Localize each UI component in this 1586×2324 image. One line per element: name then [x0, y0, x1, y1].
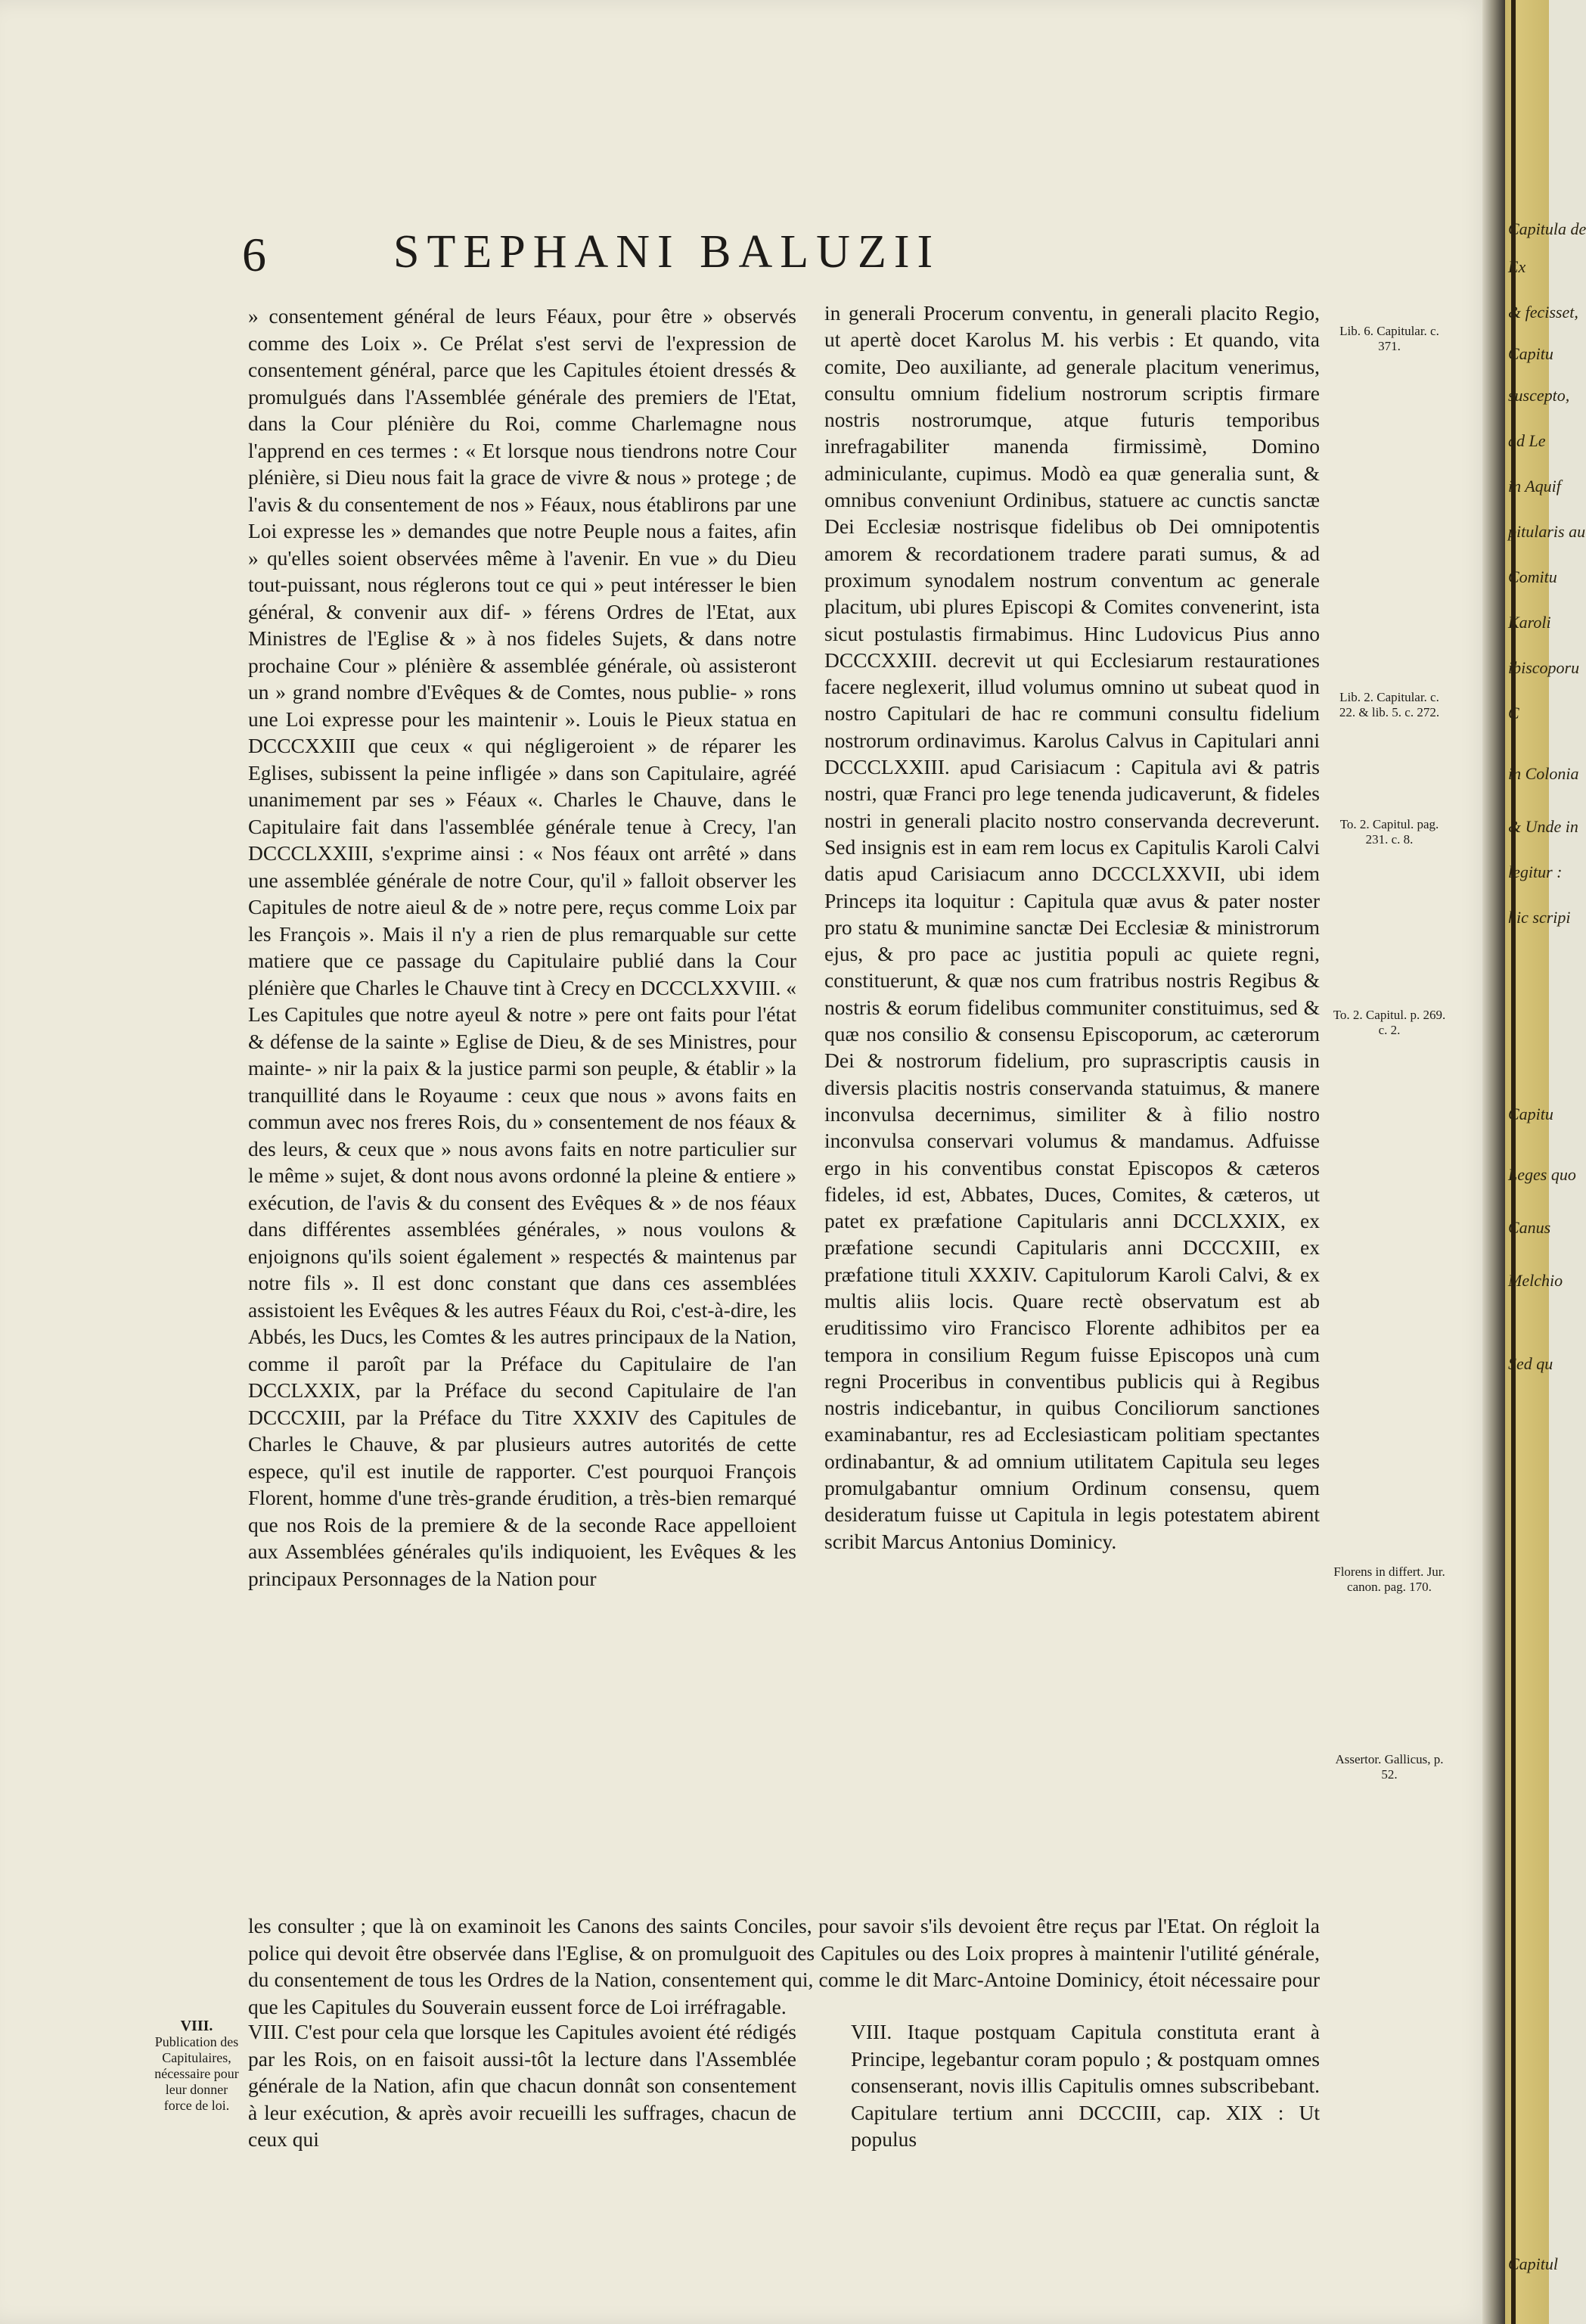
next-page-fragment: & fecisset, [1508, 303, 1578, 322]
next-page-fragment: & Unde in [1508, 817, 1578, 836]
margin-note-number: VIII. [180, 2018, 213, 2034]
margin-note: Lib. 6. Capitular. c. 371. [1339, 324, 1439, 353]
left-column-paragraph: » consentement général de leurs Féaux, pour être » observés comme des Loix ». Ce Prélat s'est servi de l'expression de consentement général, parce que les Capitules étoient dressés & promulgués dans l'Assemblée générale des premiers de l'Etat, dans la Cour plénière du Roi, comme Charlemagne nous l'apprend en ces termes : « Et lorsque nous tiendrons notre Cour plénière, si Dieu nous fait la grace de vivre & nous » protege ; de l'avis & du consentement de nos » Féaux, nous établirons par une Loi expresse les » demandes que notre Peuple nous a faites, afin » qu'elles soient observées même à l'avenir. En vue » du Dieu tout-puissant, nous réglerons tout ce qui » peut intéresser le bien général, & convenir aux dif- » férens Ordres de l'Etat, aux Ministres de l'Eglise & » à nos fideles Sujets, & dans notre prochaine Cour » plénière & assemblée générale, où assisteront un » grand nombre d'Evêques & de Comtes, nous publie- » rons une Loi expresse pour les maintenir ». Louis le Pieux statua en DCCCXXIII que ceux « qui négligeroient » de réparer les Eglises, subissent la peine infligée » dans son Capitulaire, agréé unanimement par ses » Féaux «. Charles le Chauve, dans le Capitulaire fait dans l'assemblée générale tenue à Crecy, l'an DCCCLXXIII, s'exprime ainsi : « Nos féaux ont arrêté » dans une assemblée générale de notre Cour, qu'il » falloit observer les Capitules de notre aieul & de » notre pere, reçus comme Loix par les François ». Mais il n'y a rien de plus remarquable sur cette matiere que ce passage du Capitulaire publié dans la Cour plénière que Charles le Chauve tint à Crecy en DCCCLXXVIII. « Les Capitules que notre ayeul & notre » pere ont faits pour l'état & défense de la sainte » Eglise de Dieu, & de ses Ministres, pour mainte- » nir la paix & la justice parmi son peuple, & établir » la tranquillité dans le Royaume : ceux que nous » avons faits en commun avec nos freres Rois, du » consentement de nos féaux & des leurs, & ceux que » nous avons faits en notre particulier sur le même » sujet, & dont nous avons ordonné la pleine & entiere » exécution, de l'avis & du consent des Evêques & » de nos féaux dans différentes assemblées générales, » nous voulons & enjoignons qu'ils soient également » respectés & maintenus par notre fils ». Il est donc constant que dans ces assemblées assistoient les Evêques & les autres Féaux du Roi, c'est-à-dire, les Abbés, les Ducs, les Comtes & les autres principaux de la Nation, comme il paroît par la Préface du Capitulaire de l'an DCCLXXIX, par la Préface du second Capitulaire de l'an DCCCXIII, par la Préface du Titre XXXIV des Capitules de Charles le Chauve, & par plusieurs autres autorités de cette espece, qu'il est inutile de rapporter. C'est pourquoi François Florent, homme d'une très-grande érudition, a très-bien remarqué que nos Rois de la premiere & de la seconde Race appelloient aux Assemblées générales qu'ils indiquoient, les Evêques & les principaux Personnages de la Nation pour [248, 304, 796, 1590]
next-page-fragment: Canus [1508, 1218, 1551, 1237]
full-width-paragraph: les consulter ; que là on examinoit les Canons des saints Conciles, pour savoir s'ils devoient être reçus par l'Etat. On régloit la police qui devoit être observée dans l'Eglise, & on promulguoit des Capitules ou des Loix propres à maintenir l'utilité générale, du consentement de tous les Ordres de la Nation, consentement qui, comme le dit Marc-Antoine Dominicy, étoit nécessaire pour que les Capitules du Souverain eussent force de Loi irréfragable. [248, 1914, 1320, 2018]
next-page-fragment: Ex [1508, 257, 1526, 276]
margin-note: To. 2. Capitul. p. 269. c. 2. [1333, 1008, 1446, 1037]
next-page-fragment: Capitul [1508, 2254, 1559, 2273]
next-page-fragment: suscepto, [1508, 386, 1570, 405]
next-page-fragment: Leges quo [1508, 1165, 1576, 1184]
next-page-fragment: Capitula de [1508, 219, 1586, 238]
section-viii-french: VIII. C'est pour cela que lorsque les Capitules avoient été rédigés par les Rois, on en faisoit aussi-tôt la lecture dans l'Assemblée générale de la Nation, afin que chacun donnât son consentement à leur exécution, & après avoir recueilli les suffrages, chacun de ceux qui [248, 2020, 796, 2151]
running-head: STEPHANI BALUZII [393, 226, 941, 278]
next-page-fragment: ad Le [1508, 431, 1546, 450]
next-page-fragment: Melchio [1508, 1271, 1563, 1290]
next-page-fragment: pitularis au [1508, 522, 1586, 541]
margin-note: Lib. 2. Capitular. c. 22. & lib. 5. c. 272. [1339, 690, 1440, 719]
next-page-fragment: in Colonia [1508, 764, 1579, 783]
margin-note: Assertor. Gallicus, p. 52. [1335, 1752, 1444, 1782]
next-page-fragment: Capitu [1508, 1105, 1553, 1123]
next-page-fragment: Sed qu [1508, 1354, 1553, 1373]
left-column-french [248, 303, 796, 1592]
margin-note: To. 2. Capitul. pag. 231. c. 8. [1339, 817, 1439, 847]
next-page-fragment: C [1508, 704, 1519, 722]
next-page-fragment: legitur : [1508, 862, 1563, 881]
next-page-fragment: ibiscoporu [1508, 658, 1580, 677]
margin-note-text: Publication des Capitulaires, nécessaire pour leur donner force de loi. [154, 2034, 239, 2113]
next-page-fragment: Comitu [1508, 567, 1557, 586]
next-page-fragment: Capitu [1508, 344, 1553, 363]
next-page-edge [1505, 0, 1586, 2324]
left-margin-note [151, 2018, 242, 2114]
right-column-paragraph: in generali Procerum conventu, in generali placito Regio, ut apertè docet Karolus M. his verbis : Et quando, vita comite, Deo auxiliante, ad generale placitum venerimus, consultu omnium fidelium nostrorum scriptis firmare nostris nostrorumque, atque futuris temporibus inrefragabiliter manenda firmissimè, Domino adminiculante, cupimus. Modò ea quæ generalia sunt, & omnibus conveniunt Ordinibus, statuere ac cunctis sanctæ Dei Ecclesiæ nostrisque fidelibus ob Dei omnipotentis amorem & recordationem tradere parati sumus, & ad proximum synodalem nostrum conventum ac generale placitum, ubi plures Episcopi & Comites convenerint, ista sicut postulastis firmabimus. Hinc Ludovicus Pius anno DCCCXXIII. decrevit ut qui Ecclesiarum restaurationes facere neglexerit, illud volumus omnino ut subeat quod in nostro Capitulari de hac re communi consultu fidelium nostrorum ordinavimus. Karolus Calvus in Capitulari anni DCCCLXXIII. apud Carisiacum : Capitula avi & patris nostri, quæ Franci pro lege tenenda judicaverunt, & fideles nostri in generali placito nostro conservanda decreverunt. Sed insignis est in eam rem locus ex Capitulis Karoli Calvi datis apud Carisiacum anno DCCCLXXVII, ubi idem Princeps ita loquitur : Capitula quæ avus & pater noster pro statu & munimine sanctæ Dei Ecclesiæ & ministrorum ejus, & pro pace ac justitia populi ac quiete regni, constituerunt, & quæ nos cum fratribus nostris Regibus & nostris & eorum fidelibus communiter constituimus, sed & quæ nos consilio & consensu Episcoporum, ac cæterorum Dei & nostrorum fidelium, pro suprascriptis causis in diversis placitis nostris conservanda statuimus, & manere inconvulsa decernimus, similiter & à filio nostro inconvulsa conservari volumus & mandamus. Adfuisse ergo in his conventibus constat Episcopos & cæteros fideles, id est, Abbates, Duces, Comites, & cæteros, ut patet ex præfatione Capitularis anni DCCLXXIX, ex præfatione secundi Capitularis anni DCCCXIII, ex præfatione tituli XXXIV. Capitulorum Karoli Calvi, & ex multis aliis locis. Quare rectè observatum est ab eruditissimo viro Francisco Florente adhibitos per ea tempora in consilium Regum fuisse Episcopos unà cum regni Proceribus in conventibus publicis qui à Regibus nostris indicebantur, in quibus Conciliorum sanctiones examinabantur, res ad Ecclesiasticam politiam spectantes ordinabantur, & ad omnium utilitatem Capitula seu leges promulgabantur omnium Ordinum consensu, quem desideratum fuisse ut Capitula in legis potestatem abirent scribit Marcus Antonius Dominicy. [824, 301, 1320, 1553]
page-number: 6 [242, 228, 266, 281]
right-column-latin [824, 300, 1320, 1555]
next-page-fragment: Karoli [1508, 613, 1551, 632]
book-gutter [1482, 0, 1505, 2324]
next-page-fragment: in Aquif [1508, 477, 1561, 496]
margin-note: Florens in differt. Jur. canon. pag. 170. [1333, 1564, 1445, 1594]
next-page-fragment: hic scripi [1508, 908, 1571, 927]
section-viii-latin: VIII. Itaque postquam Capitula constituta erant à Principe, legebantur coram populo ; & postquam omnes consenserant, novis illis Capitulis omnes subscribebant. Capitulare tertium anni DCCCIII, cap. XIX : Ut populus [851, 2020, 1320, 2151]
